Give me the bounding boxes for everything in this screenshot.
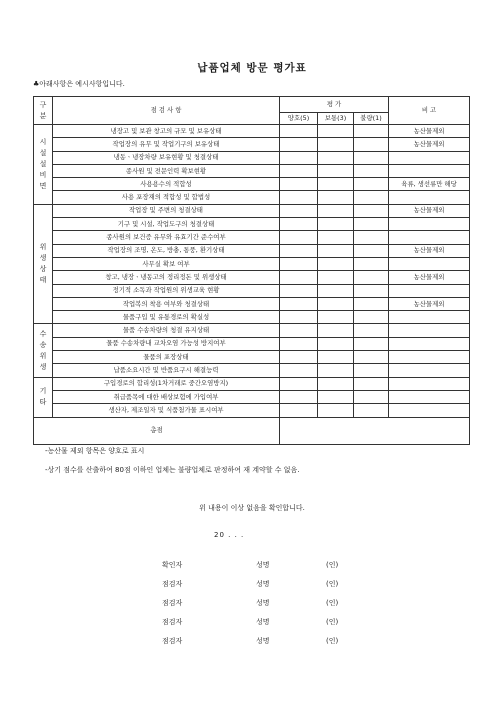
remark-cell	[389, 390, 470, 403]
table-row	[34, 271, 470, 284]
score-good-cell[interactable]	[280, 351, 318, 364]
check-item: 물품 수송차량내 교차오염 가능성 방지여부	[53, 337, 280, 350]
score-normal-cell[interactable]	[318, 257, 354, 270]
footnote-1: -농산물 제외 항목은 양호로 표시	[45, 447, 145, 455]
score-good-cell[interactable]	[280, 257, 318, 270]
score-normal-cell[interactable]	[318, 204, 354, 217]
remark-cell: 농산물제외	[389, 204, 470, 217]
remark-cell	[389, 231, 470, 244]
table-row	[34, 244, 470, 257]
table-row	[34, 311, 470, 324]
table-row	[34, 231, 470, 244]
table-row	[34, 337, 470, 350]
total-row	[34, 417, 470, 444]
score-bad-cell[interactable]	[354, 284, 389, 297]
table-row	[34, 297, 470, 310]
remark-cell	[389, 191, 470, 204]
score-bad-cell[interactable]	[354, 244, 389, 257]
score-bad-cell[interactable]	[354, 364, 389, 377]
bad-header: 불량(1)	[354, 113, 389, 125]
remark-cell: 농산물제외	[389, 244, 470, 257]
score-bad-cell[interactable]	[354, 404, 389, 417]
score-normal-cell[interactable]	[318, 351, 354, 364]
confirm-statement: 위 내용이 이상 없음을 확인합니다.	[199, 504, 305, 512]
table-row	[34, 390, 470, 403]
remark-cell: 농산물제외	[389, 138, 470, 151]
score-normal-cell[interactable]	[318, 191, 354, 204]
table-row	[34, 351, 470, 364]
score-normal-cell[interactable]	[318, 244, 354, 257]
signature-role: 점검자	[162, 580, 183, 588]
score-good-cell[interactable]	[280, 404, 318, 417]
signature-seal[interactable]: (인)	[326, 580, 339, 588]
table-row	[34, 364, 470, 377]
check-item: 냉동ㆍ냉장차량 보유현황 및 청결상태	[53, 151, 280, 164]
check-item: 기구 및 시설, 작업도구의 청결상태	[53, 218, 280, 231]
footnote-2: -상기 점수를 산출하여 80점 이하인 업체는 불량업체로 판정하여 재 계약할 수 없음.	[45, 466, 300, 474]
remark-cell	[389, 404, 470, 417]
check-item: 사무실 확보 여부	[53, 257, 280, 270]
remark-cell	[389, 377, 470, 390]
score-bad-cell[interactable]	[354, 151, 389, 164]
score-good-cell[interactable]	[280, 231, 318, 244]
score-normal-cell[interactable]	[318, 231, 354, 244]
category-cell: 기 타	[34, 377, 53, 417]
score-bad-cell[interactable]	[354, 377, 389, 390]
signature-role: 점검자	[162, 618, 183, 626]
score-normal-cell[interactable]	[318, 364, 354, 377]
score-good-cell[interactable]	[280, 164, 318, 177]
score-good-cell[interactable]	[280, 364, 318, 377]
check-item: 작업장 및 주변의 청결상태	[53, 204, 280, 217]
signature-role: 점검자	[162, 599, 183, 607]
check-item: 물품 수송차량의 청결 유지상태	[53, 324, 280, 337]
signature-name: 성명	[256, 580, 270, 588]
check-item: 취급품목에 대한 배상보험에 가입여부	[53, 390, 280, 403]
score-good-cell[interactable]	[280, 324, 318, 337]
page-title: 납품업체 방문 평가표	[197, 62, 307, 74]
score-normal-cell[interactable]	[318, 125, 354, 138]
score-good-cell[interactable]	[280, 178, 318, 191]
table-row	[34, 257, 470, 270]
table-row	[34, 204, 470, 217]
score-normal-cell[interactable]	[318, 390, 354, 403]
table-row	[34, 138, 470, 151]
remark-cell	[389, 324, 470, 337]
check-item: 물품구입 및 유통경로의 확실성	[53, 311, 280, 324]
check-item: 생산자, 제조일자 및 식품첨가물 표시여부	[53, 404, 280, 417]
table-row	[34, 178, 470, 191]
signature-name: 성명	[256, 561, 270, 569]
good-header: 양호(5)	[280, 113, 318, 125]
check-item: 작업장의 유무 및 작업기구의 보유상태	[53, 138, 280, 151]
category-cell: 위 생 상 태	[34, 204, 53, 324]
check-item: 종사원 및 전문인력 확보현황	[53, 164, 280, 177]
score-bad-cell[interactable]	[354, 257, 389, 270]
score-normal-cell[interactable]	[318, 178, 354, 191]
signature-name: 성명	[256, 599, 270, 607]
remark-header: 비 고	[389, 97, 470, 125]
score-good-cell[interactable]	[280, 284, 318, 297]
score-normal-cell[interactable]	[318, 284, 354, 297]
score-good-cell[interactable]	[280, 244, 318, 257]
table-row	[34, 218, 470, 231]
signature-role: 점검자	[162, 637, 183, 645]
check-item: 종사원의 보건증 유무와 유효기간 준수여부	[53, 231, 280, 244]
score-good-cell[interactable]	[280, 390, 318, 403]
score-normal-cell[interactable]	[318, 271, 354, 284]
evaluation-header: 평 가	[280, 97, 389, 113]
score-good-cell[interactable]	[280, 151, 318, 164]
check-item: 물품의 포장상태	[53, 351, 280, 364]
check-item: 작업장의 조명, 온도, 방충, 통풍, 환기상태	[53, 244, 280, 257]
remark-cell	[389, 351, 470, 364]
signature-name: 성명	[256, 637, 270, 645]
table-row	[34, 324, 470, 337]
score-bad-cell[interactable]	[354, 125, 389, 138]
score-bad-cell[interactable]	[354, 324, 389, 337]
signature-seal[interactable]: (인)	[326, 561, 339, 569]
check-item: 냉장고 및 보관 창고의 규모 및 보유상태	[53, 125, 280, 138]
table-row	[34, 404, 470, 417]
remark-cell	[389, 218, 470, 231]
table-row	[34, 151, 470, 164]
score-normal-cell[interactable]	[318, 311, 354, 324]
score-bad-cell[interactable]	[354, 191, 389, 204]
signature-seal[interactable]: (인)	[326, 618, 339, 626]
evaluation-table	[33, 96, 470, 445]
remark-cell	[389, 311, 470, 324]
score-normal-cell[interactable]	[318, 297, 354, 310]
category-cell: 수 송 위 생	[34, 324, 53, 377]
score-good-cell[interactable]	[280, 377, 318, 390]
check-item: 작업복의 착용 여부와 청결상태	[53, 297, 280, 310]
score-normal-cell[interactable]	[318, 404, 354, 417]
remark-cell	[389, 337, 470, 350]
score-bad-cell[interactable]	[354, 311, 389, 324]
signature-role: 확인자	[162, 561, 183, 569]
table-row	[34, 164, 470, 177]
remark-cell: 농산물제외	[389, 271, 470, 284]
score-bad-cell[interactable]	[354, 271, 389, 284]
score-normal-cell[interactable]	[318, 218, 354, 231]
score-bad-cell[interactable]	[354, 178, 389, 191]
check-item: 정기적 소독과 작업원의 위생교육 현황	[53, 284, 280, 297]
score-good-cell[interactable]	[280, 297, 318, 310]
remark-cell	[389, 284, 470, 297]
score-bad-cell[interactable]	[354, 351, 389, 364]
score-normal-cell[interactable]	[318, 138, 354, 151]
score-bad-cell[interactable]	[354, 297, 389, 310]
remark-cell	[389, 257, 470, 270]
remark-cell: 육류, 생선류만 해당	[389, 178, 470, 191]
check-item: 사용 포장재의 적합성 및 합법성	[53, 191, 280, 204]
score-normal-cell[interactable]	[318, 151, 354, 164]
score-bad-cell[interactable]	[354, 204, 389, 217]
score-good-cell[interactable]	[280, 337, 318, 350]
signature-seal[interactable]: (인)	[326, 599, 339, 607]
total-label: 총점	[34, 417, 280, 444]
remark-cell	[389, 164, 470, 177]
check-item: 창고, 냉장ㆍ냉동고의 정리정돈 및 위생상태	[53, 271, 280, 284]
table-row	[34, 284, 470, 297]
normal-header: 보통(3)	[318, 113, 354, 125]
remark-cell: 농산물제외	[389, 125, 470, 138]
signature-seal[interactable]: (인)	[326, 637, 339, 645]
score-normal-cell[interactable]	[318, 164, 354, 177]
category-cell: 시 설 설 비 면	[34, 125, 53, 205]
score-bad-cell[interactable]	[354, 337, 389, 350]
date-field: 20 . . .	[214, 531, 245, 539]
table-row	[34, 125, 470, 138]
score-good-cell[interactable]	[280, 125, 318, 138]
table-row	[34, 377, 470, 390]
remark-cell	[389, 151, 470, 164]
remark-cell	[389, 364, 470, 377]
category-header: 구 분	[34, 97, 53, 125]
score-normal-cell[interactable]	[318, 377, 354, 390]
score-bad-cell[interactable]	[354, 231, 389, 244]
item-header: 점 검 사 항	[53, 97, 280, 125]
score-good-cell[interactable]	[280, 311, 318, 324]
table-row	[34, 191, 470, 204]
score-bad-cell[interactable]	[354, 218, 389, 231]
score-bad-cell[interactable]	[354, 164, 389, 177]
score-good-cell[interactable]	[280, 271, 318, 284]
score-good-cell[interactable]	[280, 204, 318, 217]
check-item: 사용용수의 적합성	[53, 178, 280, 191]
score-good-cell[interactable]	[280, 191, 318, 204]
total-score-cell[interactable]	[280, 417, 470, 444]
score-good-cell[interactable]	[280, 218, 318, 231]
check-item: 구입경로의 합리성(1차거래로 중간오염방지)	[53, 377, 280, 390]
score-normal-cell[interactable]	[318, 337, 354, 350]
check-item: 납품소요시간 및 반품요구시 해결능력	[53, 364, 280, 377]
score-bad-cell[interactable]	[354, 390, 389, 403]
remark-cell: 농산물제외	[389, 297, 470, 310]
score-normal-cell[interactable]	[318, 324, 354, 337]
example-note: ♣아래사항은 예시사항입니다.	[33, 80, 125, 88]
score-good-cell[interactable]	[280, 138, 318, 151]
score-bad-cell[interactable]	[354, 138, 389, 151]
signature-name: 성명	[256, 618, 270, 626]
